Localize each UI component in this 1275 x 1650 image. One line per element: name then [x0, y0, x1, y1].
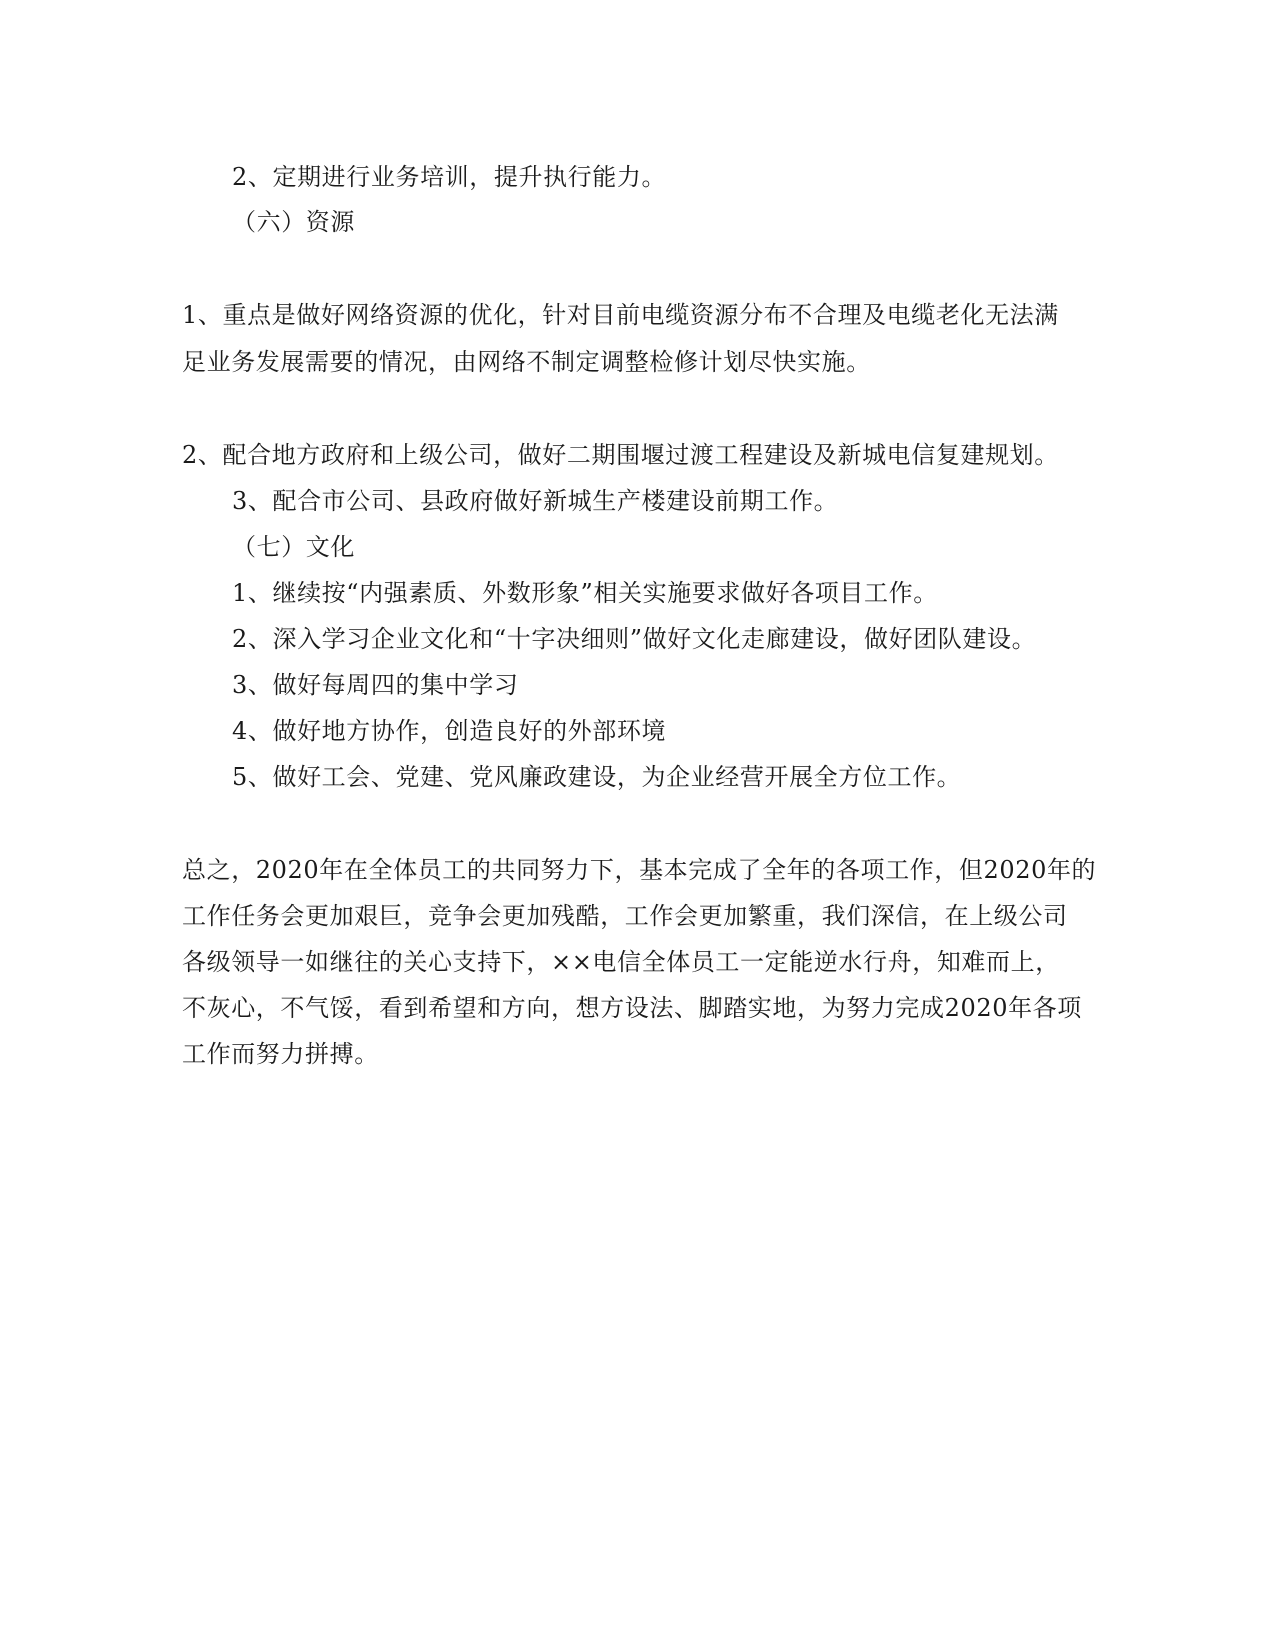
- paragraph-line: 足业务发展需要的情况，由网络不制定调整检修计划尽快实施。: [182, 348, 871, 376]
- summary-paragraph-line: 不灰心，不气馁，看到希望和方向，想方设法、脚踏实地，为努力完成2020年各项: [182, 994, 1082, 1022]
- list-item: 1、继续按“内强素质、外数形象”相关实施要求做好各项目工作。: [232, 579, 938, 607]
- list-item: 3、配合市公司、县政府做好新城生产楼建设前期工作。: [232, 487, 839, 515]
- section-heading-resources: （六）资源: [232, 208, 355, 236]
- list-item: 2、深入学习企业文化和“十字决细则”做好文化走廊建设，做好团队建设。: [232, 625, 1037, 653]
- summary-paragraph-line: 各级领导一如继往的关心支持下，××电信全体员工一定能逆水行舟，知难而上，: [182, 948, 1060, 976]
- summary-paragraph-line: 工作而努力拼搏。: [182, 1040, 379, 1068]
- list-item-training: 2、定期进行业务培训，提升执行能力。: [232, 163, 667, 191]
- summary-paragraph-line: 工作任务会更加艰巨，竞争会更加残酷，工作会更加繁重，我们深信，在上级公司: [182, 902, 1068, 930]
- summary-paragraph-line: 总之，2020年在全体员工的共同努力下，基本完成了全年的各项工作，但2020年的: [182, 856, 1097, 884]
- list-item: 4、做好地方协作，创造良好的外部环境: [232, 717, 667, 745]
- paragraph-line: 2、配合地方政府和上级公司，做好二期围堰过渡工程建设及新城电信复建规划。: [182, 441, 1059, 469]
- section-heading-culture: （七）文化: [232, 533, 355, 561]
- list-item: 3、做好每周四的集中学习: [232, 671, 519, 699]
- paragraph-line: 1、重点是做好网络资源的优化，针对目前电缆资源分布不合理及电缆老化无法满: [182, 301, 1059, 329]
- list-item: 5、做好工会、党建、党风廉政建设，为企业经营开展全方位工作。: [232, 763, 962, 791]
